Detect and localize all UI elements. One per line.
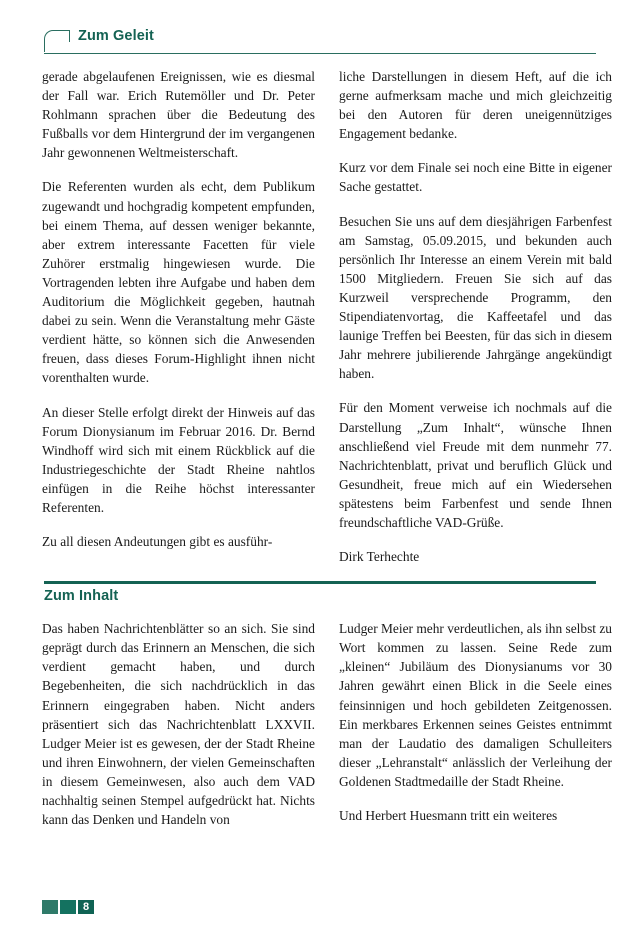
paragraph: Und Herbert Huesmann tritt ein weiteres bbox=[339, 808, 558, 823]
paragraph: Zu all diesen Andeutungen gibt es ausführ- bbox=[42, 534, 273, 550]
document-page bbox=[0, 28, 637, 934]
header-rule bbox=[44, 581, 596, 584]
right-column bbox=[339, 67, 612, 566]
corner-bracket-icon bbox=[44, 30, 70, 52]
paragraph: liche Darstellungen in diesem Heft, auf die ich gerne aufmerksam mache und mich gleichzeitig bei den Autoren für deren uneigennütziges Engagement bedanke. bbox=[339, 69, 612, 142]
paragraph: An dieser Stelle erfolgt direkt der Hinweis auf das Forum Dionysianum im Februar 2016. Dr. Bernd Windhoff wird sich mit einem Rückblick auf die Industriegeschichte der Stadt Rheine nahtlos einfügen in die Reihe höchst interessanter Referenten. bbox=[42, 404, 315, 515]
paragraph: Besuchen Sie uns auf dem diesjährigen Farbenfest am Samstag, 05.09.2015, und bekunden auch persönlich Ihr Interesse an einem Verein mit bald 1500 Mitgliedern. Freuen Sie sich auf das Kurzweil versprechende Programm, den Stipendiatenvortag, die Kaffeetafel und das launige Treffen bei Beesten, für das sich in diesem Jahr mehrere jubilierende Jahrgänge angekündigt haben. bbox=[339, 213, 612, 382]
body-columns-zum-geleit bbox=[42, 67, 612, 566]
paragraph: gerade abgelaufenen Ereignissen, wie es diesmal der Fall war. Erich Rutemöller und Dr. Peter Rohlmann sprachen über die Bedeutung des Fußballs vor dem Hintergrund der im vergangenen Jahr gewonnenen Weltmeisterschaft. bbox=[42, 69, 315, 161]
header-rule bbox=[44, 53, 596, 54]
paragraph: Das haben Nachrichtenblätter so an sich. Sie sind geprägt durch das Erinnern an Menschen, die sich verdient gemacht haben, und durch Begebenheiten, die sich nachdrücklich in das Erinnern eingegraben haben. Nicht anders präsentiert sich das Nachrichtenblatt LXXVII. Ludger Meier ist es gewesen, der der Stadt Rheine und ihren Einwohnern, der vielen Gemeinschaften in diesem Gemeinwesen, also auch dem VAD nachhaltig seinen Stempel aufgedrückt hat. Nichts kann das Denken und Handeln von bbox=[42, 621, 315, 828]
paragraph: Die Referenten wurden als echt, dem Publikum zugewandt und hochgradig kompetent empfunden, bei einem Thema, auf dessen weniger bekannte, aber extrem interessante Facetten für viele Zuhörer erstmalig hingewiesen wurde. Die Vortragenden lebten ihre Aufgabe und haben dem Auditorium die Möglichkeit gegeben, hautnah dabei zu sein. Wenn die Veranstaltung mehr Gäste verdient hätte, so können sich die Anwesenden freuen, dass dieses Forum-Highlight ihnen nicht vorenthalten wurde. bbox=[42, 179, 315, 386]
right-column bbox=[339, 619, 612, 844]
author-signature: Dirk Terhechte bbox=[339, 549, 420, 565]
footer-square-decoration bbox=[42, 900, 58, 914]
page-number: 8 bbox=[78, 900, 94, 914]
section-header-zum-inhalt bbox=[42, 581, 595, 606]
section-title: Zum Geleit bbox=[78, 28, 154, 44]
paragraph: Ludger Meier mehr verdeutlichen, als ihn selbst zu Wort kommen zu lassen. Seine Rede zum „kleinen“ Jubiläum des Dionysianums vor 30 Jahren gewährt einen Blick in die Seele eines feinsinnigen und hoch gebildeten Zeitgenossen. Ein merkbares Erkennen seines Geistes entnimmt man der Laudatio des damaligen Schulleiters dieser „Lehranstalt“ anlässlich der Verleihung der Goldenen Stadtmedaille der Stadt Rheine. bbox=[339, 621, 612, 789]
paragraph: Kurz vor dem Finale sei noch eine Bitte in eigener Sache gestattet. bbox=[339, 160, 612, 195]
section-title: Zum Inhalt bbox=[44, 588, 119, 605]
left-column bbox=[42, 67, 315, 566]
body-columns-zum-inhalt bbox=[42, 619, 612, 844]
page-footer bbox=[42, 900, 94, 914]
section-header-zum-geleit bbox=[42, 28, 595, 54]
footer-square-decoration bbox=[60, 900, 76, 914]
paragraph: Für den Moment verweise ich nochmals auf die Darstellung „Zum Inhalt“, wünsche Ihnen anschließend viel Freude mit dem nunmehr 77. Nachrichtenblatt, privat und beruflich Glück und Gesundheit, freue mich auf ein Wiedersehen spätestens beim Farbenfest und sende Ihnen freundschaftliche VAD-Grüße. bbox=[339, 400, 612, 530]
left-column bbox=[42, 619, 315, 844]
